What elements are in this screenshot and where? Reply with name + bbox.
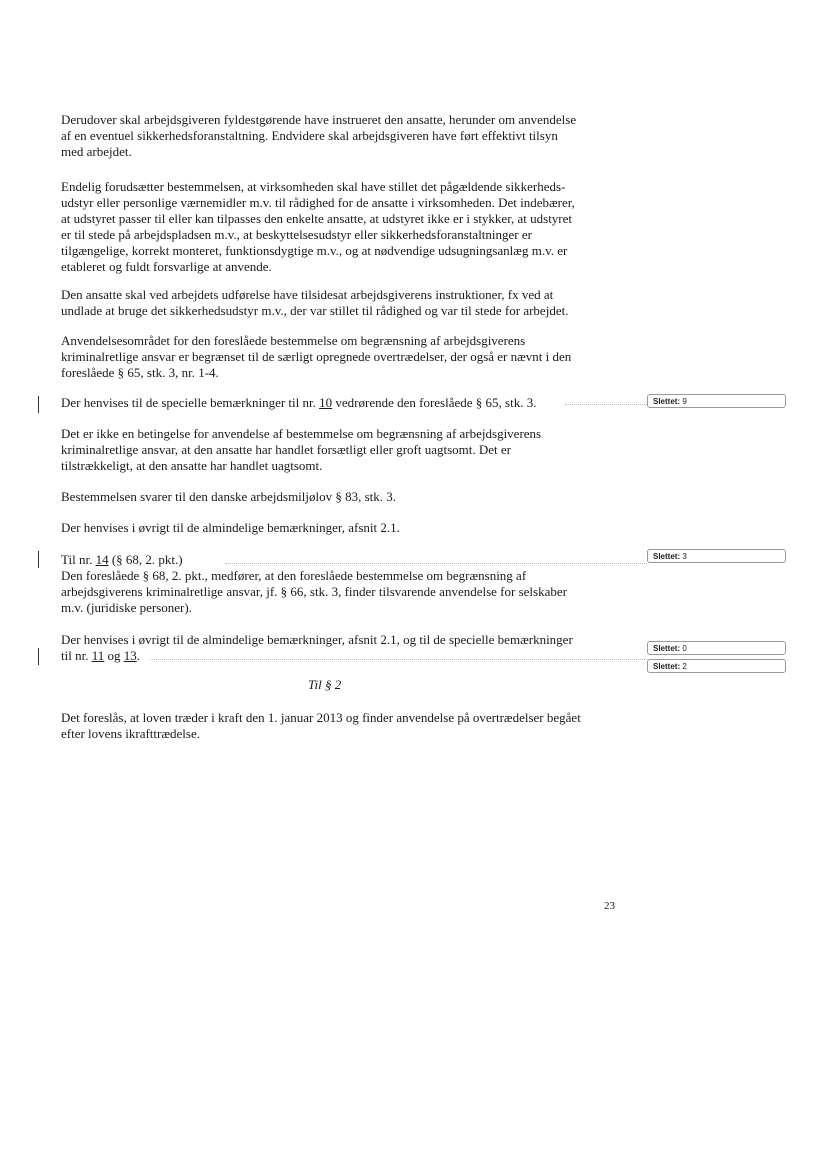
inserted-text: 14 — [95, 552, 109, 567]
comment-leader-line — [225, 563, 647, 564]
change-bar — [38, 648, 39, 665]
page-number: 23 — [604, 900, 615, 912]
paragraph-reference-nr11-13: Der henvises i øvrigt til de almindelige bemærkninger, afsnit 2.1, og til de specielle bemærkninger til nr. 11 og 13. — [61, 632, 573, 663]
paragraph-general-remarks: Der henvises i øvrigt til de almindelige bemærkninger, afsnit 2.1. — [61, 520, 400, 535]
paragraph-scope: Anvendelsesområdet for den foreslåede bestemmelse om begrænsning af arbejdsgiverens kriminalretlige ansvar er begrænset til de særligt opregnede overtrædelser, der også er nævnt i den foreslåede § 65, stk. 3, nr. 1-4. — [61, 333, 572, 380]
paragraph-equipment: Endelig forudsætter bestemmelsen, at virksomheden skal have stillet det pågældende sikkerheds- udstyr eller personlige værnemidler m.v. til rådighed for de ansatte i virksomheden. Det indebærer, at udstyret passer til eller kan tilpasses den enkelte ansatte, at udstyret ikke er i stykker, at udstyret er til stede på arbejdspladsen m.v., at beskyttelsesudstyr eller sikkerhedsforanstaltninger er tilgængelige, korrekt monteret, funktionsdygtige m.v., og at nødvendige udsugningsanlæg m.v. er etableret og fuldt forsvarlige at anvende. — [61, 179, 575, 274]
change-bar — [38, 551, 39, 568]
inserted-text: 10 — [319, 395, 333, 410]
paragraph-negligence: Det er ikke en betingelse for anvendelse af bestemmelse om begrænsning af arbejdsgiverens kriminalretlige ansvar, at den ansatte har handlet forsætligt eller groft uagtsomt. Det er tilstrækkeligt, at den ansatte har handlet uagtsomt. — [61, 426, 542, 473]
paragraph-employee: Den ansatte skal ved arbejdets udførelse have tilsidesat arbejdsgiverens instruktioner, fx ved at undlade at bruge det sikkerhedsudstyr m.v., der var stillet til rådighed og var til stede for arbejdet. — [61, 287, 569, 318]
paragraph-commencement: Det foreslås, at loven træder i kraft den 1. januar 2013 og finder anvendelse på overtrædelser begået efter lovens ikrafttrædelse. — [61, 710, 581, 741]
paragraph-reference-nr10: Der henvises til de specielle bemærkninger til nr. 10 vedrørende den foreslåede § 65, stk. 3. — [61, 395, 537, 410]
comment-leader-line — [150, 659, 647, 660]
deleted-balloon[interactable]: Slettet: 2 — [647, 659, 786, 673]
deleted-balloon[interactable]: Slettet: 9 — [647, 394, 786, 408]
deleted-balloon[interactable]: Slettet: 3 — [647, 549, 786, 563]
comment-leader-line — [565, 404, 647, 405]
paragraph-instruction: Derudover skal arbejdsgiveren fyldestgørende have instrueret den ansatte, herunder om anvendelse af en eventuel sikkerhedsforanstaltning. Endvidere skal arbejdsgiveren have ført effektivt tilsyn med arbejdet. — [61, 112, 577, 159]
deleted-balloon[interactable]: Slettet: 0 — [647, 641, 786, 655]
paragraph-danish-law: Bestemmelsen svarer til den danske arbejdsmiljølov § 83, stk. 3. — [61, 489, 397, 504]
paragraph-legal-persons: Den foreslåede § 68, 2. pkt., medfører, at den foreslåede bestemmelse om begrænsning af arbejdsgiverens kriminalretlige ansvar, jf. § 66, stk. 3, finder tilsvarende anvendelse for selskaber m.v. (juridiske personer). — [61, 568, 567, 615]
change-bar — [38, 396, 39, 413]
inserted-text: 11 — [91, 648, 105, 663]
section-heading: Til § 2 — [308, 677, 342, 692]
inserted-text: 13 — [123, 648, 137, 663]
paragraph-heading-nr14: Til nr. 14 (§ 68, 2. pkt.) — [61, 552, 183, 567]
